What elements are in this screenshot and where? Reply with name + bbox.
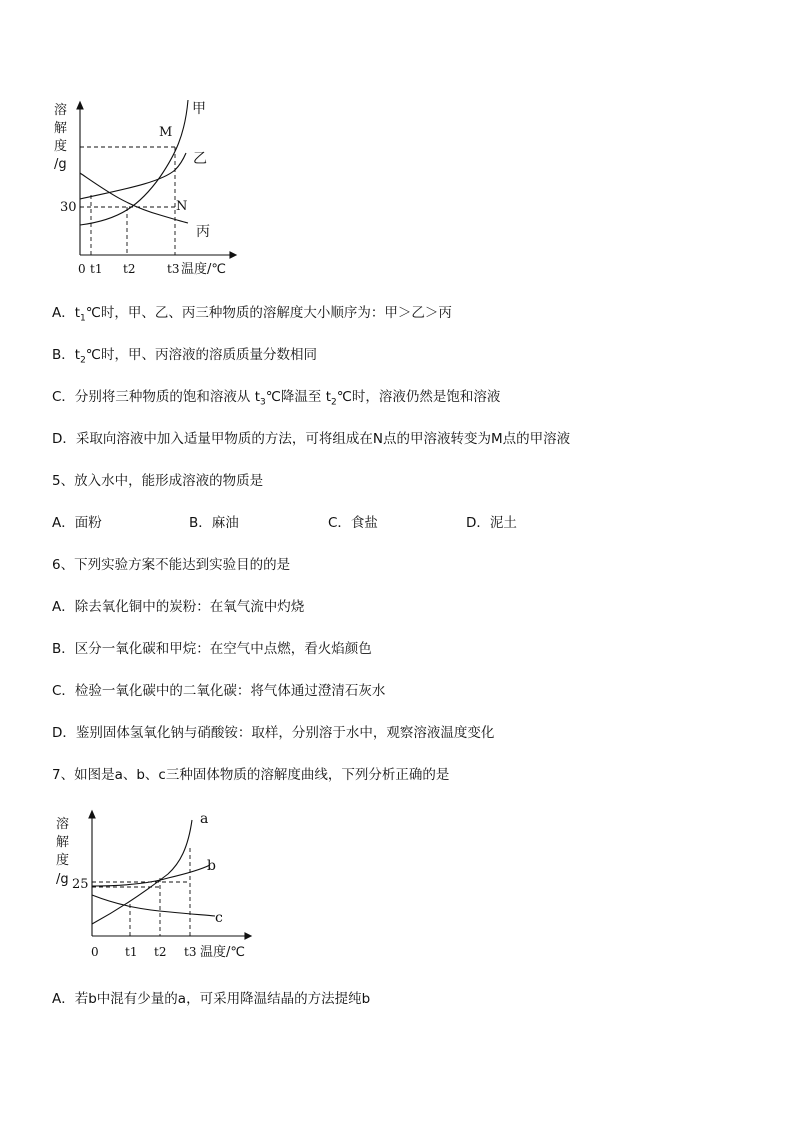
origin-label: 0: [78, 262, 86, 276]
point-label-N: N: [176, 199, 188, 214]
q5-option-a: A．面粉: [52, 515, 102, 531]
ylabel-char-2: 解: [54, 121, 68, 136]
x-tick-t2: t2: [154, 945, 167, 959]
q5-stem: 5、放入水中，能形成溶液的物质是: [52, 473, 264, 489]
q4-option-c: C．分别将三种物质的饱和溶液从 $t_3℃$降温至 $t_2℃$时，溶液仍然是饱和溶液: [52, 389, 501, 408]
ylabel-char-4: /g: [54, 157, 67, 172]
series-label-a: a: [200, 811, 209, 827]
xlabel: 温度/℃: [200, 945, 245, 960]
x-tick-t3: t3: [184, 945, 197, 959]
series-label-c: c: [215, 910, 223, 926]
series-label-jia: 甲: [192, 101, 206, 117]
q6-option-a: A．除去氧化铜中的炭粉：在氧气流中灼烧: [52, 599, 305, 615]
y-tick-label: 30: [60, 200, 77, 215]
series-label-b: b: [207, 858, 216, 874]
q4-option-b: B．$t_2℃$时，甲、丙溶液的溶质质量分数相同: [52, 347, 317, 366]
q7-stem: 7、如图是a、b、c三种固体物质的溶解度曲线，下列分析正确的是: [52, 767, 450, 783]
q6-option-d: D．鉴别固体氢氧化钠与硝酸铵：取样，分别溶于水中，观察溶液温度变化: [52, 725, 495, 741]
solubility-chart-2: [50, 808, 260, 968]
q6-option-c: C．检验一氧化碳中的二氧化碳：将气体通过澄清石灰水: [52, 683, 386, 699]
q6-option-b: B．区分一氧化碳和甲烷：在空气中点燃，看火焰颜色: [52, 641, 372, 657]
series-label-yi: 乙: [193, 151, 207, 167]
ylabel-char-1: 溶: [56, 817, 70, 832]
ylabel-char-3: 度: [54, 139, 68, 154]
curve-bing: [80, 173, 188, 223]
origin-label: 0: [91, 945, 99, 959]
curve-b: [92, 865, 210, 886]
q4-option-a: A．$t_1℃$时，甲、乙、丙三种物质的溶解度大小顺序为：甲＞乙＞丙: [52, 305, 452, 324]
q4-option-d: D．采取向溶液中加入适量甲物质的方法，可将组成在N点的甲溶液转变为M点的甲溶液: [52, 431, 571, 447]
solubility-chart-1: [50, 95, 250, 280]
q5-option-c: C．食盐: [328, 515, 378, 531]
xlabel: 温度/℃: [181, 262, 226, 277]
ylabel-char-3: 度: [56, 853, 70, 868]
series-label-bing: 丙: [196, 224, 210, 240]
x-axis-arrow: [245, 933, 251, 939]
x-tick-t3: t3: [167, 262, 180, 276]
ylabel-char-1: 溶: [54, 103, 68, 118]
y-axis-arrow: [77, 102, 83, 109]
curve-jia: [80, 100, 188, 225]
y-tick-label: 25: [72, 877, 89, 892]
point-label-M: M: [159, 125, 173, 140]
ylabel-char-2: 解: [56, 835, 70, 850]
x-tick-t2: t2: [123, 262, 136, 276]
ylabel-char-4: /g: [56, 872, 69, 887]
x-tick-t1: t1: [125, 945, 138, 959]
q7-option-a: A．若b中混有少量的a，可采用降温结晶的方法提纯b: [52, 991, 371, 1007]
x-axis-arrow: [230, 252, 236, 258]
x-tick-t1: t1: [90, 262, 103, 276]
q5-option-d: D．泥土: [466, 515, 517, 531]
q6-stem: 6、下列实验方案不能达到实验目的的是: [52, 557, 291, 573]
y-axis-arrow: [89, 811, 95, 818]
q5-option-b: B．麻油: [189, 515, 239, 531]
